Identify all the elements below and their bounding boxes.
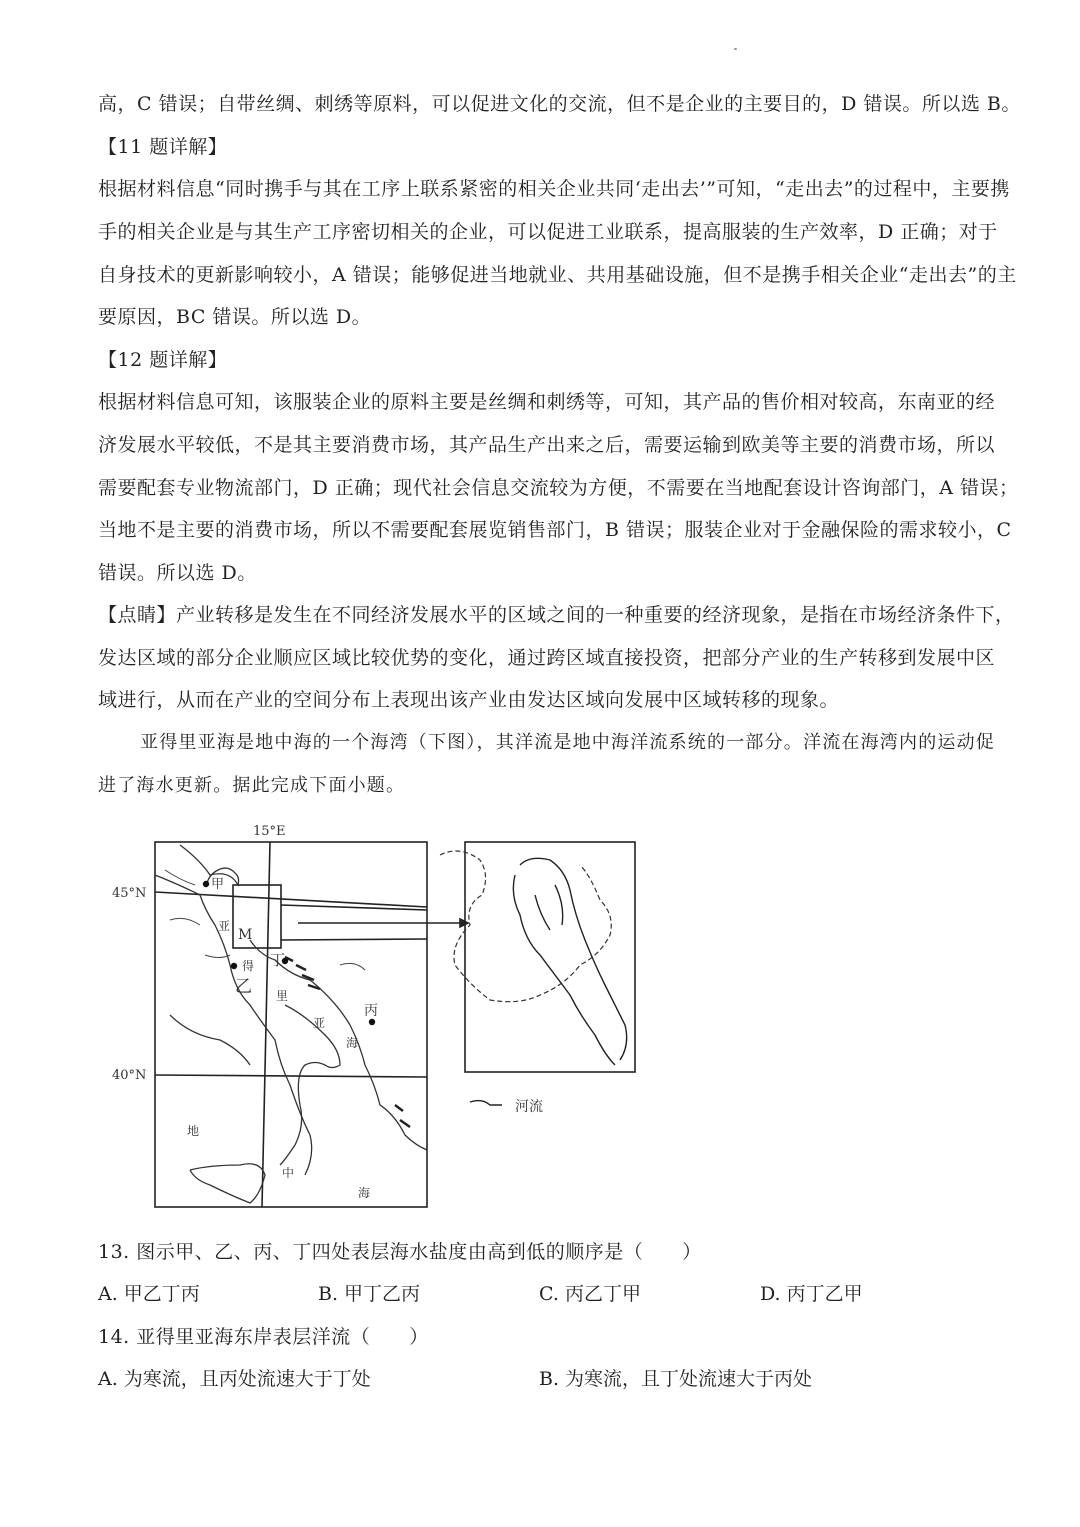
med-char-3: 海	[358, 1186, 371, 1200]
q13-option-a[interactable]: A. 甲乙丁丙	[98, 1283, 200, 1305]
sea-char-2: 得	[242, 959, 255, 973]
text-line: 发达区域的部分企业顺应区域比较优势的变化，通过跨区域直接投资，把部分产业的生产转移到发展中区	[98, 647, 996, 669]
inset-coastline	[513, 858, 626, 1065]
text-line: 需要配套专业物流部门，D 正确；现代社会信息交流较为方便，不需要在当地配套设计咨询部门，A 错误；	[98, 477, 1019, 499]
point-jia	[203, 881, 209, 887]
text-line: 当地不是主要的消费市场，所以不需要配套展览销售部门，B 错误；服装企业对于金融保险的需求较小，C	[98, 519, 1012, 541]
text-line: 高，C 错误；自带丝绸、刺绣等原料，可以促进文化的交流，但不是企业的主要目的，D 错误。所以选 B。	[98, 93, 1021, 115]
q13-option-c[interactable]: C. 丙乙丁甲	[539, 1283, 641, 1305]
dianjing-line: 【点睛】产业转移是发生在不同经济发展水平的区域之间的一种重要的经济现象，是指在市场经济条件下，	[98, 604, 1015, 626]
river-legend-icon	[470, 1101, 502, 1105]
text-line: 济发展水平较低，不是其主要消费市场，其产品生产出来之后，需要运输到欧美等主要的消费市场，所以	[98, 434, 996, 456]
section-heading-12: 【12 题详解】	[98, 349, 228, 371]
text-line: 根据材料信息“同时携手与其在工序上联系紧密的相关企业共同‘走出去’”可知，“走出去”的过程中，主要携	[98, 178, 1010, 200]
sea-char-5: 海	[346, 1036, 359, 1050]
point-yi	[231, 963, 237, 969]
q13-option-d[interactable]: D. 丙丁乙甲	[760, 1283, 863, 1305]
point-bing	[369, 1019, 375, 1025]
adriatic-map-figure	[110, 815, 650, 1215]
question-14-stem: 14. 亚得里亚海东岸表层洋流（ ）	[98, 1326, 429, 1348]
label-ding: 丁	[270, 951, 286, 969]
question-13-stem: 13. 图示甲、乙、丙、丁四处表层海水盐度由高到低的顺序是（ ）	[98, 1241, 702, 1263]
label-m: M	[238, 927, 253, 943]
med-char-2: 中	[282, 1166, 295, 1180]
text-line: 根据材料信息可知，该服装企业的原料主要是丝绸和刺绣等，可知，其产品的售价相对较高，东南亚的经	[98, 391, 996, 413]
label-yi: 乙	[235, 977, 252, 997]
sea-char-4: 亚	[313, 1016, 326, 1030]
text-line: 错误。所以选 D。	[98, 562, 257, 584]
lon-label: 15°E	[253, 824, 286, 839]
q14-option-a[interactable]: A. 为寒流，且丙处流速大于丁处	[98, 1368, 371, 1390]
label-bing: 丙	[364, 1003, 378, 1019]
text-line: 域进行，从而在产业的空间分布上表现出该产业由发达区域向发展中区域转移的现象。	[98, 689, 840, 711]
label-jia: 甲	[211, 877, 225, 892]
lat40-label: 40°N	[112, 1068, 147, 1083]
lat45-label: 45°N	[112, 886, 147, 901]
legend-river-label: 河流	[515, 1099, 543, 1115]
intro-line: 亚得里亚海是地中海的一个海湾（下图），其洋流是地中海洋流系统的一部分。洋流在海湾内的运动促	[140, 732, 995, 753]
med-char-1: 地	[187, 1124, 200, 1138]
text-line: 手的相关企业是与其生产工序密切相关的企业，可以促进工业联系，提高服装的生产效率，D 正确；对于	[98, 221, 998, 243]
text-line: 自身技术的更新影响较小，A 错误；能够促进当地就业、共用基础设施，但不是携手相关企业“走出去”的主	[98, 264, 1017, 286]
sea-char-3: 里	[276, 989, 289, 1003]
main-map-frame	[155, 842, 427, 1207]
q14-option-b[interactable]: B. 为寒流，且丁处流速大于丙处	[539, 1368, 813, 1390]
sea-char-1: 亚	[218, 919, 231, 933]
parallel-40n	[155, 1075, 427, 1077]
text-line: 要原因，BC 错误。所以选 D。	[98, 306, 372, 328]
scan-speck	[734, 48, 737, 50]
zoomed-inset-frame	[465, 842, 635, 1072]
section-heading-11: 【11 题详解】	[98, 136, 228, 158]
intro-line: 进了海水更新。据此完成下面小题。	[98, 775, 406, 796]
q13-option-b[interactable]: B. 甲丁乙丙	[318, 1283, 421, 1305]
